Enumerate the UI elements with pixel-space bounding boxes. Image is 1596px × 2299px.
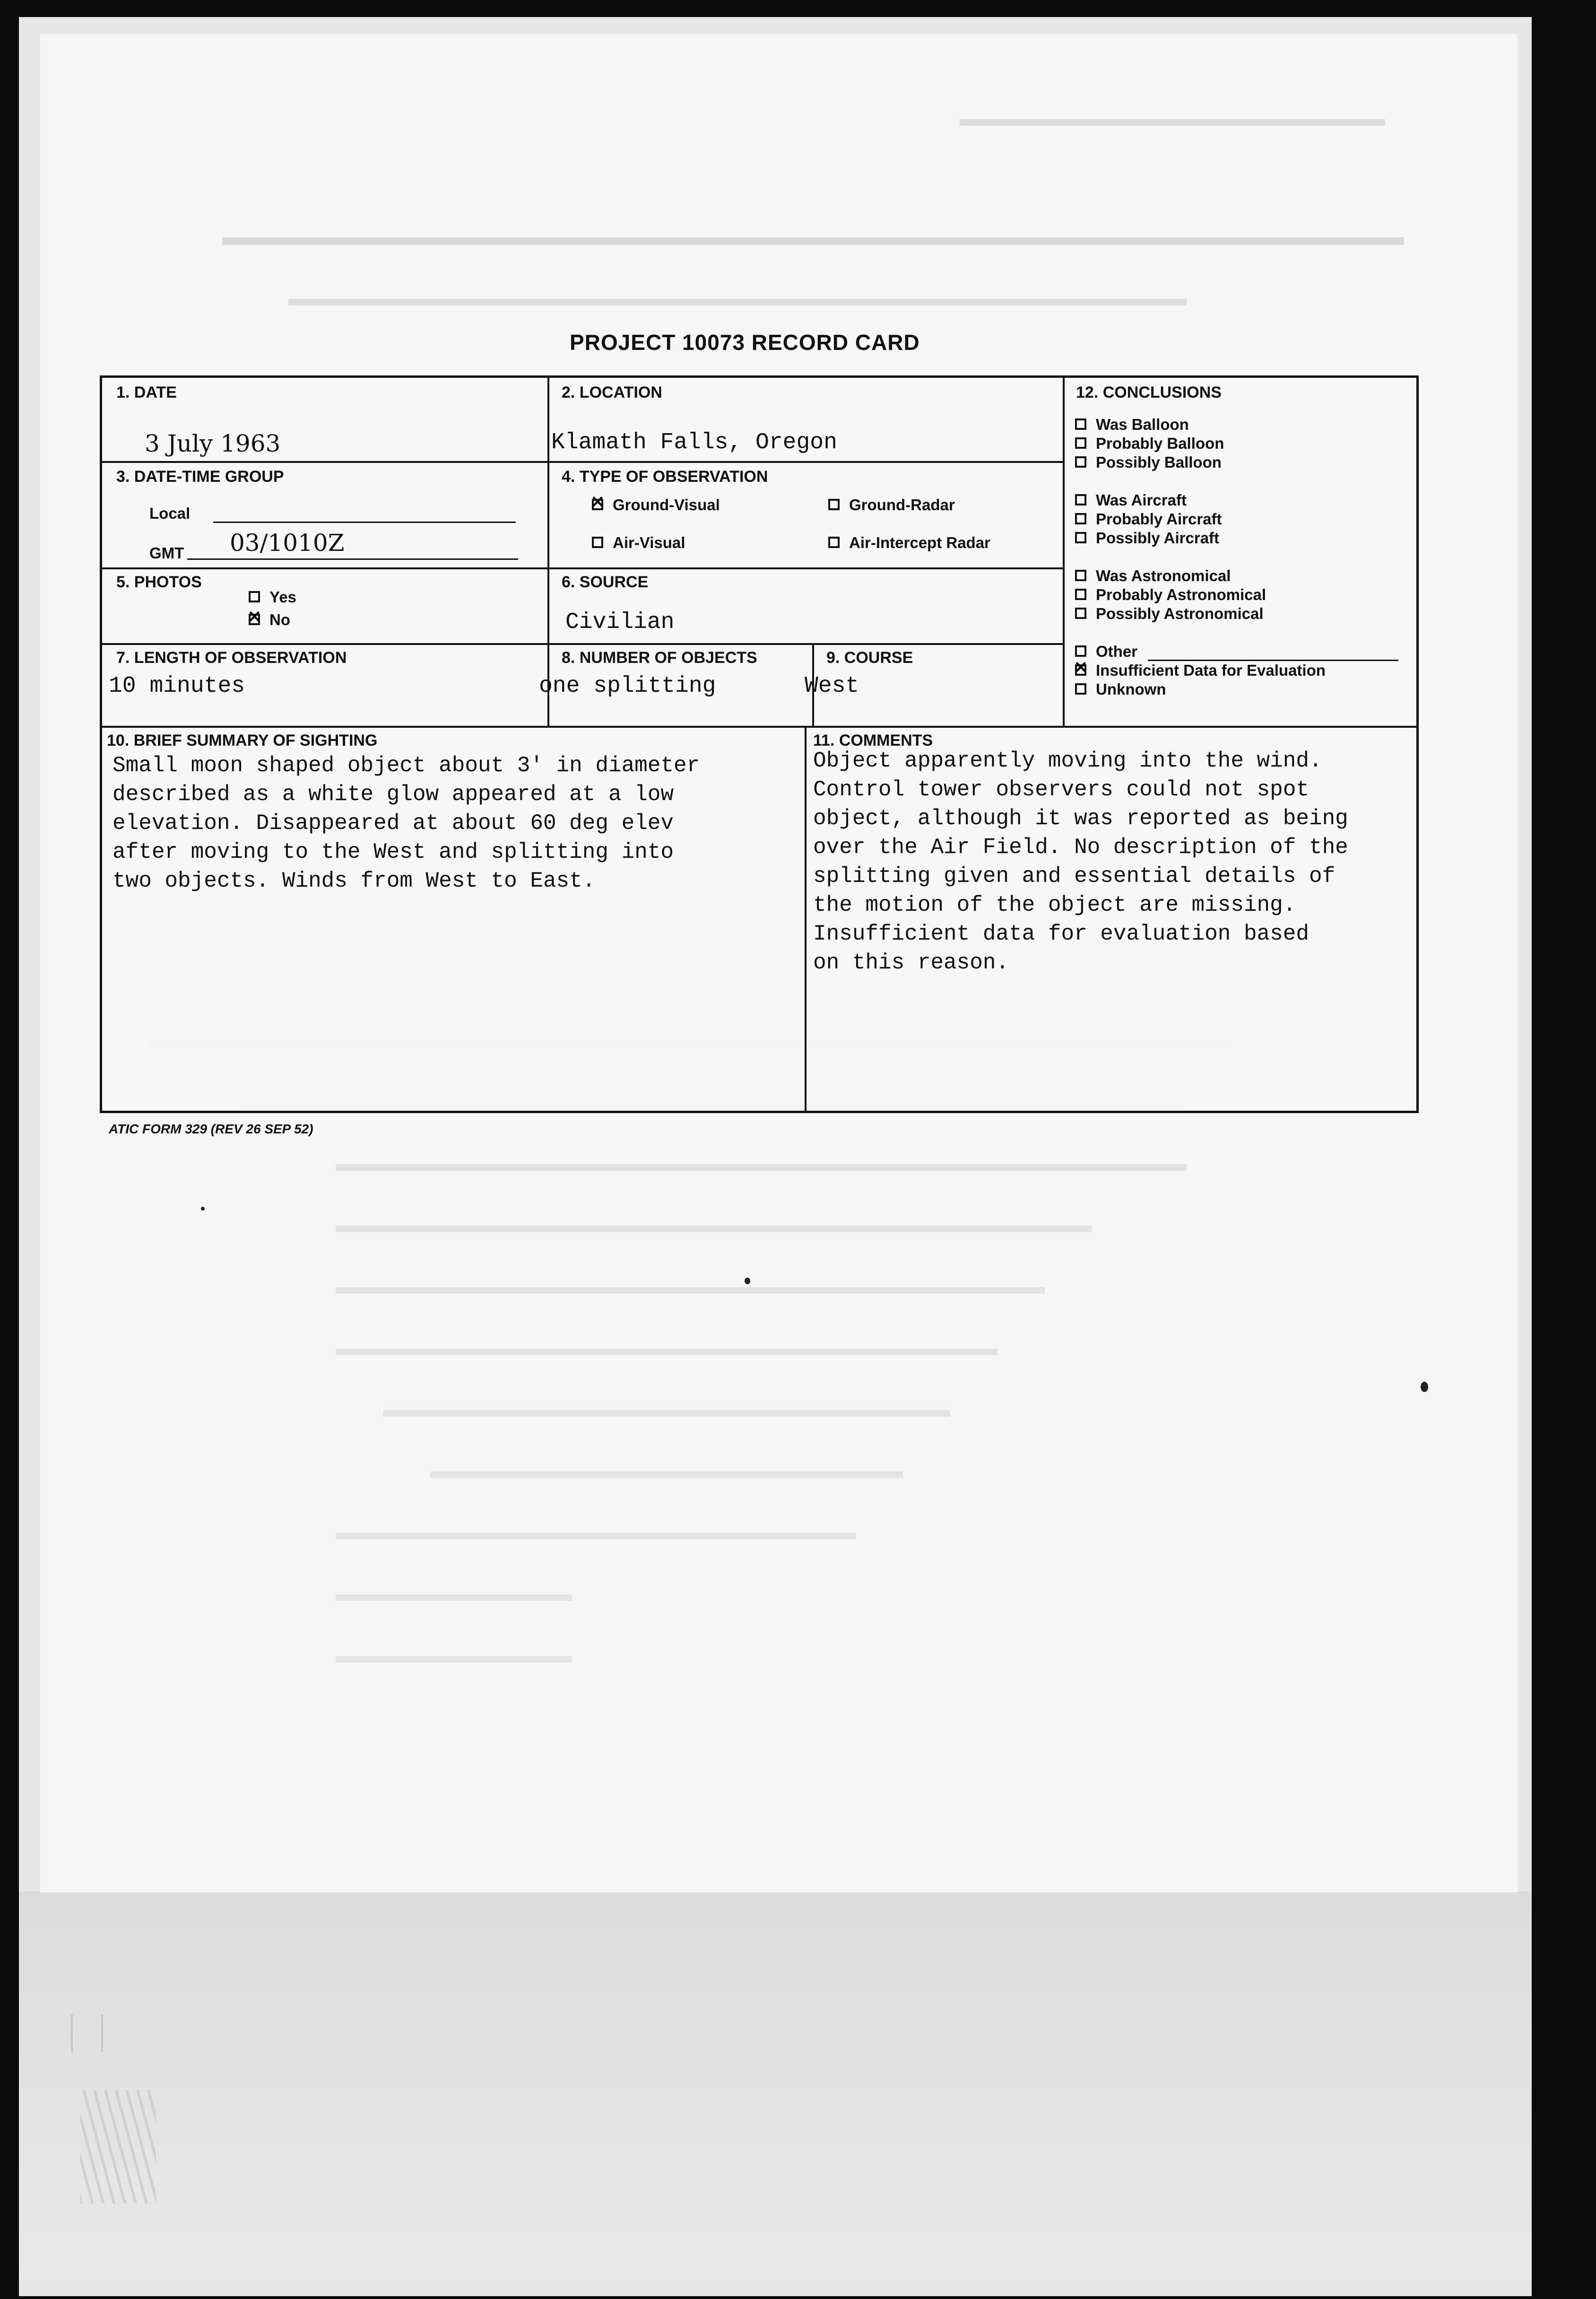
summary-cell <box>102 728 807 1113</box>
checkbox[interactable] <box>1075 664 1086 676</box>
text-line: Object apparently moving into the wind. <box>813 749 1322 773</box>
checkbox[interactable] <box>828 499 840 510</box>
objects-label: 8. NUMBER OF OBJECTS <box>562 649 757 667</box>
local-field-line <box>213 522 516 523</box>
other-field-line <box>1148 660 1398 661</box>
comments-label: 11. COMMENTS <box>813 732 933 749</box>
conclusions-cell <box>1065 378 1416 728</box>
course-value: West <box>805 673 859 699</box>
option-label: Was Aircraft <box>1096 491 1187 509</box>
film-lower-margin <box>19 1891 1532 2279</box>
dust-speck <box>201 1207 205 1210</box>
photos-cell <box>102 569 549 645</box>
text-line: Insufficient data for evaluation based <box>813 922 1309 946</box>
date-time-group-cell <box>102 463 549 569</box>
source-label: 6. SOURCE <box>562 573 649 591</box>
checkbox[interactable] <box>1075 418 1086 430</box>
record-page <box>40 34 1518 1892</box>
checkbox[interactable] <box>1075 494 1086 505</box>
option-label: Ground-Visual <box>613 496 720 514</box>
source-cell <box>549 569 1065 645</box>
checkbox[interactable] <box>1075 437 1086 449</box>
text-line: over the Air Field. No description of the <box>813 835 1348 860</box>
checkbox[interactable] <box>1075 683 1086 695</box>
checkbox[interactable] <box>1075 608 1086 619</box>
dust-speck <box>1421 1382 1428 1392</box>
comments-text <box>813 747 1348 977</box>
option-label: Was Astronomical <box>1096 567 1231 584</box>
film-mark <box>80 2090 156 2203</box>
option-label: Yes <box>269 588 296 606</box>
summary-label: 10. BRIEF SUMMARY OF SIGHTING <box>107 732 378 749</box>
text-line: object, although it was reported as being <box>813 806 1348 831</box>
observation-type-cell <box>549 463 1065 569</box>
conclusions-label: 12. CONCLUSIONS <box>1076 383 1222 401</box>
checkbox[interactable] <box>1075 532 1086 543</box>
checkbox[interactable] <box>1075 570 1086 581</box>
checkbox[interactable] <box>1075 513 1086 524</box>
option-label: Unknown <box>1096 680 1166 698</box>
option-label: Probably Balloon <box>1096 435 1224 452</box>
source-value: Civilian <box>565 610 675 635</box>
date-time-group-label: 3. DATE-TIME GROUP <box>116 468 284 486</box>
form-id: ATIC FORM 329 (REV 26 SEP 52) <box>109 1122 313 1136</box>
text-line: splitting given and essential details of <box>813 864 1336 888</box>
dust-speck <box>745 1278 750 1284</box>
option-label: Was Balloon <box>1096 416 1189 433</box>
option-label: Probably Aircraft <box>1096 510 1222 528</box>
location-label: 2. LOCATION <box>562 383 662 401</box>
gmt-field-line <box>187 558 518 560</box>
text-line: Small moon shaped object about 3' in diameter <box>113 753 700 778</box>
record-card <box>100 375 1419 1113</box>
checkbox[interactable] <box>592 537 603 548</box>
course-label: 9. COURSE <box>826 649 913 667</box>
observation-type-label: 4. TYPE OF OBSERVATION <box>562 468 768 486</box>
checkbox[interactable] <box>1075 456 1086 468</box>
location-cell <box>549 378 1065 463</box>
checkbox[interactable] <box>592 499 603 510</box>
objects-cell <box>539 645 814 728</box>
course-cell <box>805 645 1065 728</box>
option-label: Other <box>1096 643 1138 660</box>
length-cell <box>102 645 549 728</box>
checkbox[interactable] <box>1075 589 1086 600</box>
option-label: Ground-Radar <box>849 496 955 514</box>
date-value: 3 July 1963 <box>145 430 281 457</box>
text-line: on this reason. <box>813 950 1009 975</box>
comments-cell <box>807 728 1416 1113</box>
option-label: No <box>269 611 290 628</box>
option-label: Possibly Balloon <box>1096 453 1222 471</box>
gmt-label: GMT <box>149 544 184 562</box>
photos-label: 5. PHOTOS <box>116 573 202 591</box>
date-label: 1. DATE <box>116 383 177 401</box>
objects-value: one splitting <box>539 673 716 699</box>
text-line: after moving to the West and splitting into <box>113 840 674 864</box>
location-value: Klamath Falls, Oregon <box>551 430 837 455</box>
length-value: 10 minutes <box>109 673 245 699</box>
length-label: 7. LENGTH OF OBSERVATION <box>116 649 347 667</box>
summary-text <box>113 751 700 896</box>
checkbox[interactable] <box>1075 645 1086 657</box>
option-label: Air-Visual <box>613 534 685 551</box>
film-mark <box>71 2014 103 2052</box>
local-label: Local <box>149 505 191 522</box>
text-line: the motion of the object are missing. <box>813 893 1296 917</box>
option-label: Probably Astronomical <box>1096 586 1266 603</box>
card-title: PROJECT 10073 RECORD CARD <box>570 330 920 355</box>
option-label: Possibly Aircraft <box>1096 529 1220 547</box>
checkbox[interactable] <box>249 614 260 625</box>
text-line: Control tower observers could not spot <box>813 777 1309 802</box>
date-cell <box>102 378 549 463</box>
text-line: two objects. Winds from West to East. <box>113 869 596 893</box>
text-line: elevation. Disappeared at about 60 deg elev <box>113 811 674 836</box>
option-label: Air-Intercept Radar <box>849 534 990 551</box>
text-line: described as a white glow appeared at a low <box>113 782 674 807</box>
option-label: Insufficient Data for Evaluation <box>1096 662 1326 679</box>
option-label: Possibly Astronomical <box>1096 605 1264 622</box>
gmt-value: 03/1010Z <box>230 529 345 557</box>
checkbox[interactable] <box>249 591 260 602</box>
checkbox[interactable] <box>828 537 840 548</box>
